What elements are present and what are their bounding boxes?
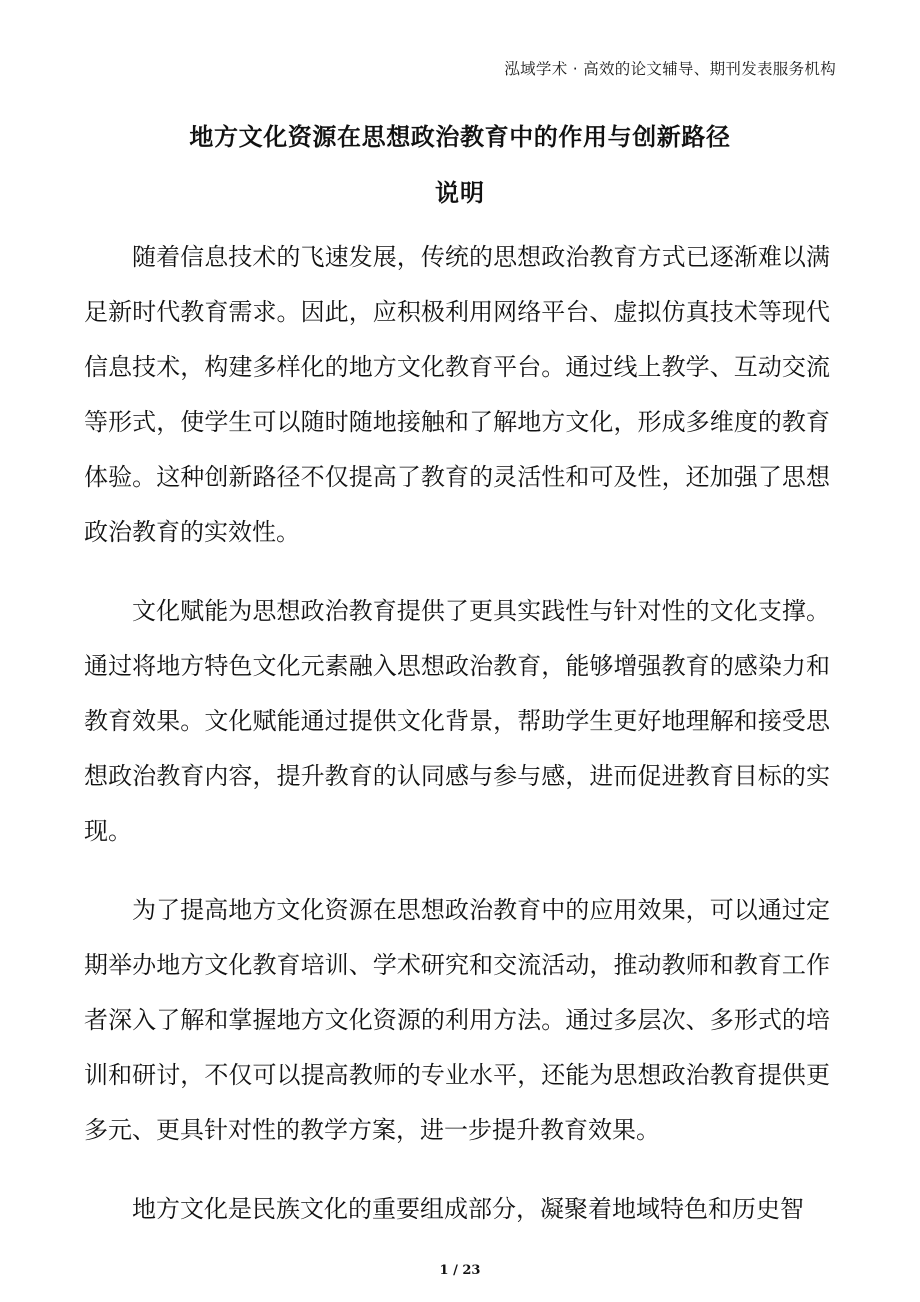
page-number: 1 / 23	[439, 1263, 481, 1278]
paragraph: 地方文化是民族文化的重要组成部分，凝聚着地域特色和历史智	[132, 1195, 804, 1223]
paragraph: 随着信息技术的飞速发展，传统的思想政治教育方式已逐渐难以满足新时代教育需求。因此，应积极利用网络平台、虚拟仿真技术等现代信息技术，构建多样化的地方文化教育平台。通过线上教学、互动交流等形式，使学生可以随时随地接触和了解地方文化，形成多维度的教育体验。这种创新路径不仅提高了教育的灵活性和可及性，还加强了思想政治教育的实效性。	[84, 243, 830, 546]
header-organization: 泓域学术 · 高效的论文辅导、期刊发表服务机构	[504, 60, 836, 78]
section-heading: 说明	[435, 179, 485, 207]
paragraph: 为了提高地方文化资源在思想政治教育中的应用效果，可以通过定期举办地方文化教育培训、学术研究和交流活动，推动教师和教育工作者深入了解和掌握地方文化资源的利用方法。通过多层次、多形式的培训和研讨，不仅可以提高教师的专业水平，还能为思想政治教育提供更多元、更具针对性的教学方案，进一步提升教育效果。	[84, 896, 830, 1144]
paragraph: 文化赋能为思想政治教育提供了更具实践性与针对性的文化支撑。通过将地方特色文化元素融入思想政治教育，能够增强教育的感染力和教育效果。文化赋能通过提供文化背景，帮助学生更好地理解和接受思想政治教育内容，提升教育的认同感与参与感，进而促进教育目标的实现。	[84, 597, 830, 845]
document-body	[84, 230, 830, 1261]
document-title: 地方文化资源在思想政治教育中的作用与创新路径	[189, 123, 731, 151]
